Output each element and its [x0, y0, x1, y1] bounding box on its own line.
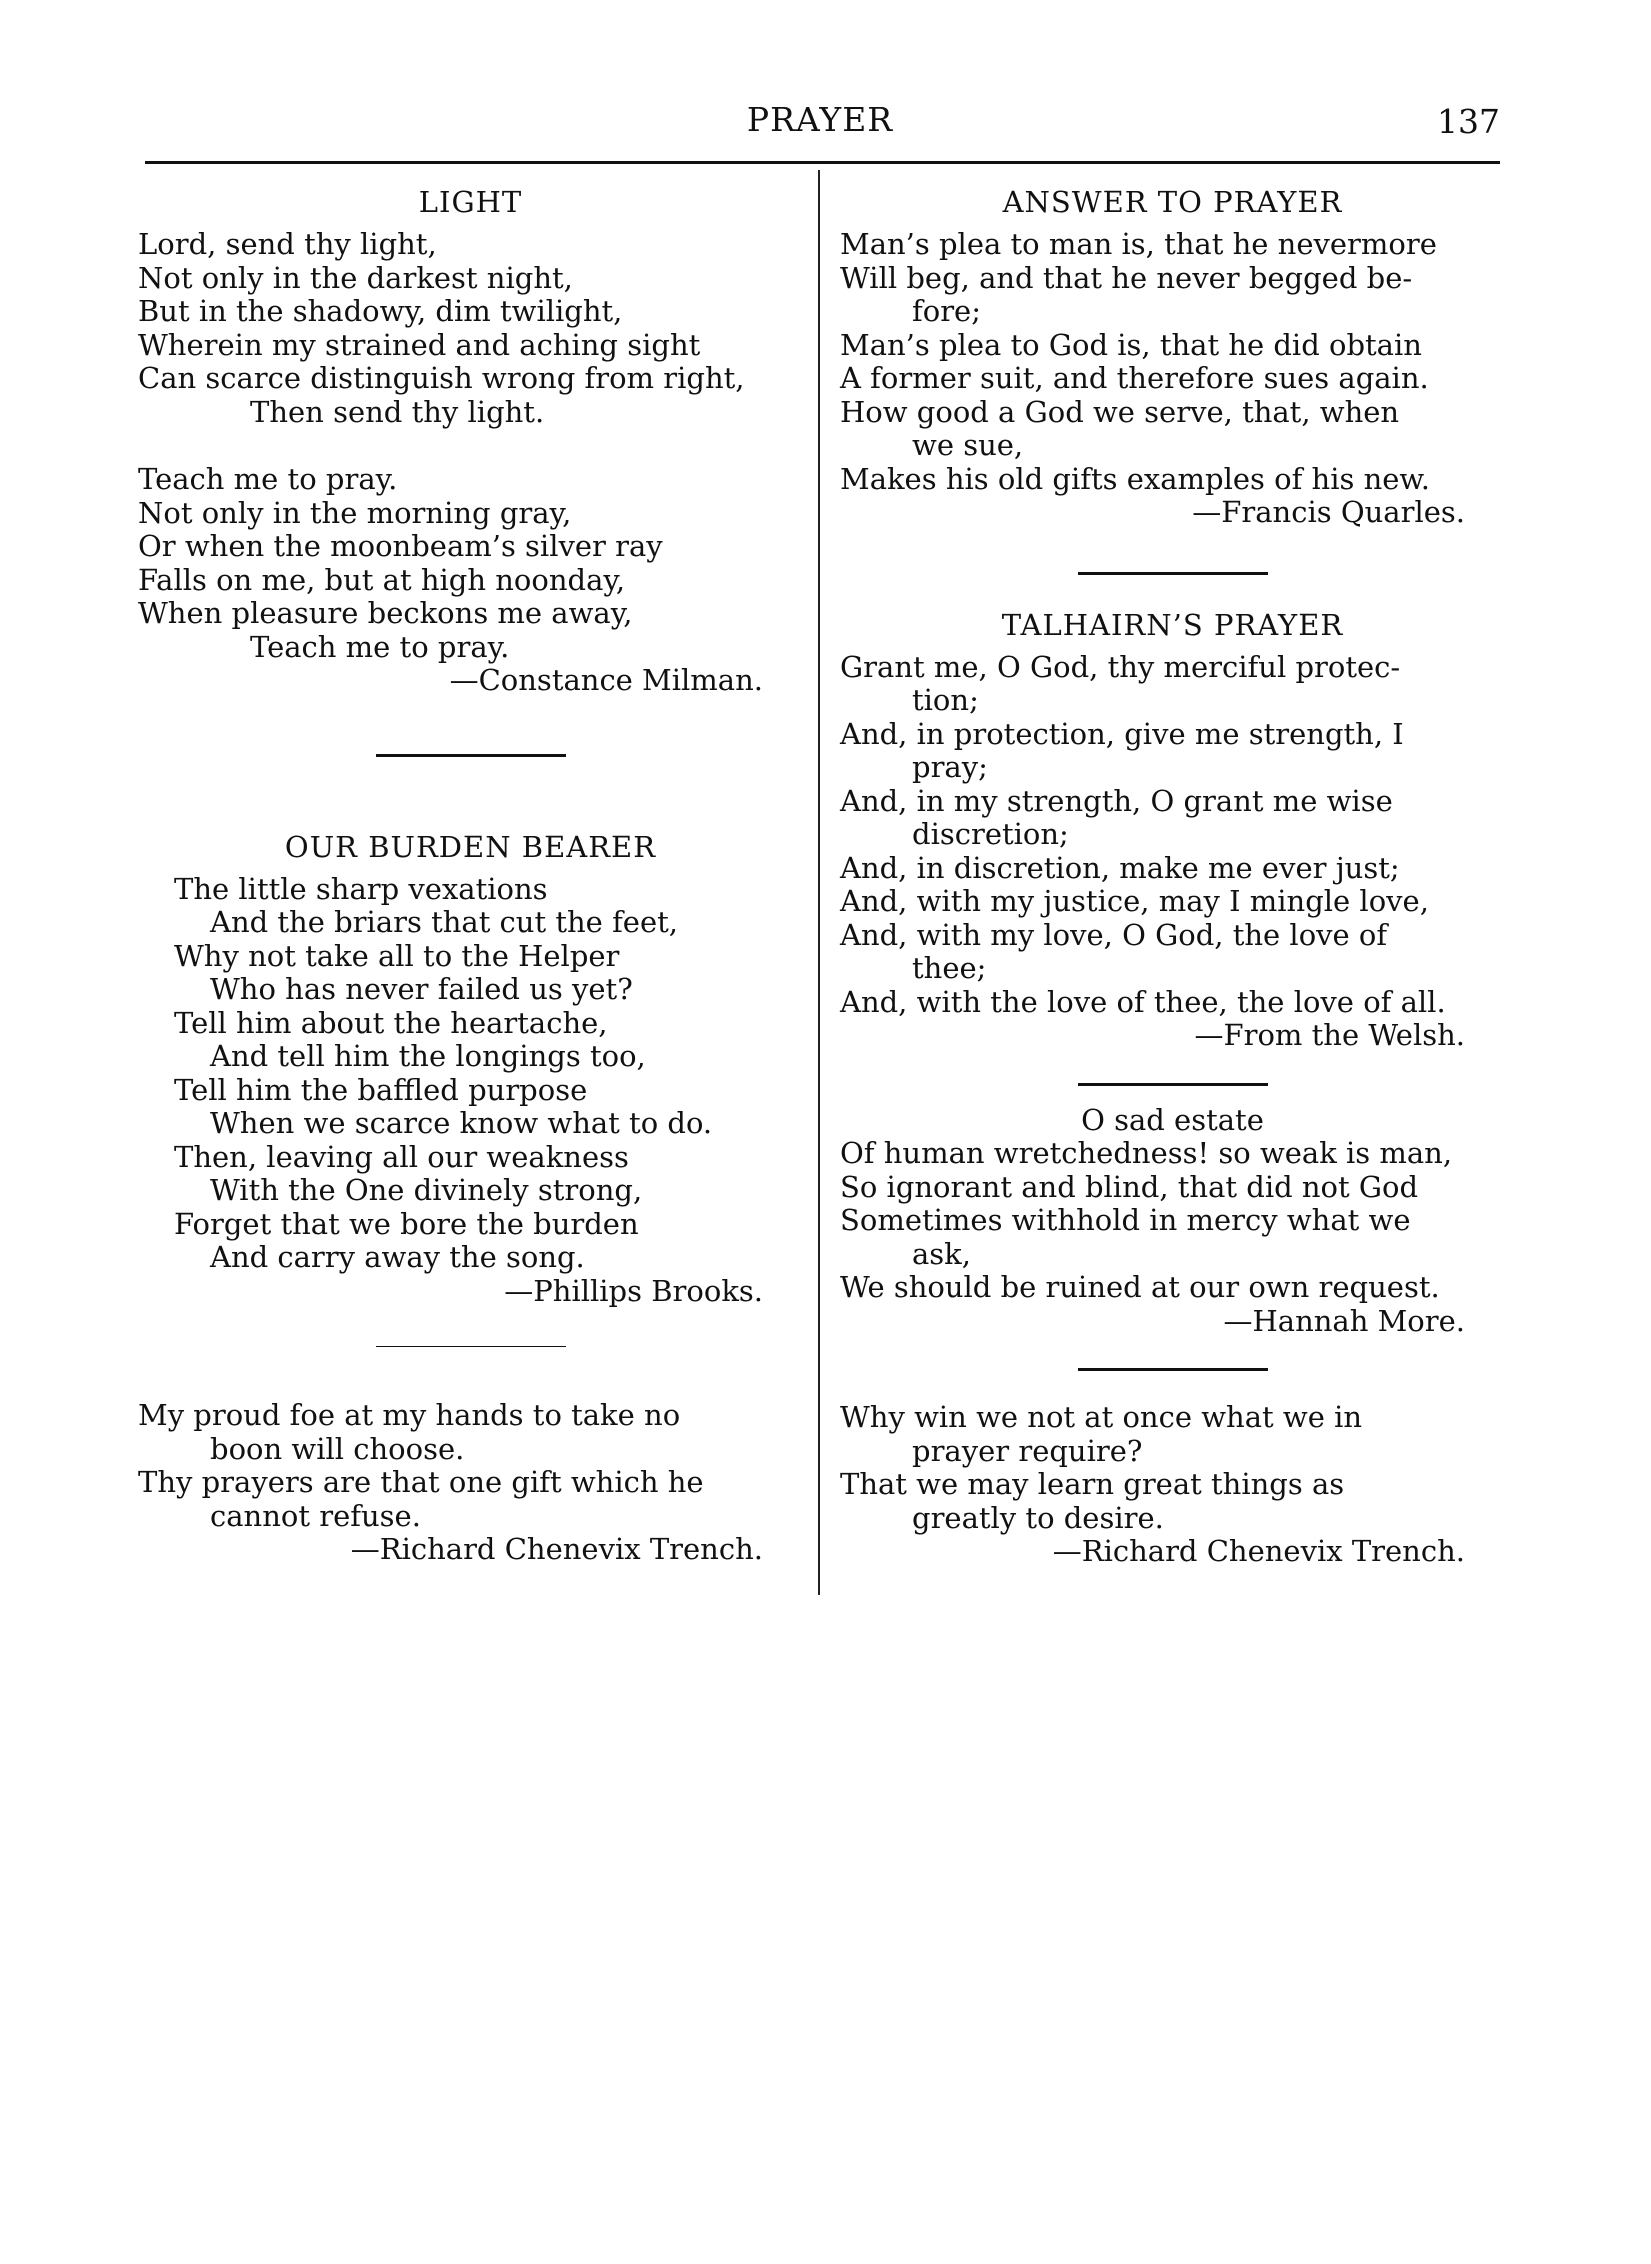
- poem-line: Why win we not at once what we in: [840, 1400, 1363, 1434]
- poem-attribution: —Richard Chenevix Trench.: [1052, 1534, 1465, 1568]
- poem-line: boon will choose.: [210, 1431, 465, 1466]
- poem-line: Why not take all to the Helper: [174, 938, 620, 973]
- poem-line: Wherein my strained and aching sight: [138, 327, 701, 362]
- poem-answer-to-prayer: [840, 182, 1505, 530]
- poem-line: Lord, send thy light,: [138, 227, 437, 261]
- poem-why-win: [840, 1401, 1505, 1569]
- poem-attribution: —Richard Chenevix Trench.: [350, 1532, 763, 1566]
- poem-line: thee;: [912, 951, 987, 985]
- poem-line: Forget that we bore the burden: [174, 1206, 639, 1241]
- poem-attribution: —Constance Milman.: [449, 663, 763, 697]
- poem-line: And, in my strength, O grant me wise: [840, 783, 1393, 818]
- poem-line: Or when the moonbeam’s silver ray: [138, 529, 663, 563]
- poem-line: And the briars that cut the feet,: [210, 905, 678, 939]
- poem-line: Not only in the morning gray,: [138, 495, 572, 530]
- column-divider-rule: [818, 170, 820, 1595]
- poem-line: Thy prayers are that one gift which he: [138, 1465, 704, 1499]
- poem-line: The little sharp vexations: [174, 871, 548, 906]
- poem-line: We should be ruined at our own request.: [840, 1270, 1440, 1304]
- poem-title: ANSWER TO PRAYER: [1002, 185, 1343, 219]
- poem-line: Can scarce distinguish wrong from right,: [138, 361, 745, 395]
- poem-line: Makes his old gifts examples of his new.: [840, 461, 1431, 496]
- poem-title: TALHAIRN’S PRAYER: [1001, 607, 1344, 642]
- poem-line: My proud foe at my hands to take no: [138, 1398, 681, 1432]
- header-rule: [145, 161, 1500, 164]
- poem-line: ask,: [912, 1236, 971, 1271]
- poem-line: Not only in the darkest night,: [138, 260, 573, 295]
- poem-attribution: —Phillips Brooks.: [504, 1273, 763, 1308]
- poem-line: tion;: [912, 683, 979, 717]
- stanza-gap: [138, 429, 803, 463]
- poem-line: When pleasure beckons me away,: [138, 596, 633, 630]
- poem-line: Man’s plea to man is, that he nevermore: [840, 227, 1437, 261]
- poem-line: Then, leaving all our weakness: [174, 1139, 629, 1174]
- poem-line: So ignorant and blind, that did not God: [840, 1169, 1419, 1204]
- poem-line: Tell him the baffled purpose: [174, 1072, 588, 1107]
- poem-line: When we scarce know what to do.: [210, 1106, 713, 1140]
- poem-line: And tell him the longings too,: [210, 1039, 646, 1073]
- poem-line: cannot refuse.: [210, 1498, 421, 1533]
- poem-line: discretion;: [912, 817, 1069, 851]
- poem-line: O sad estate: [1081, 1102, 1264, 1137]
- poem-proud-foe: [138, 1399, 803, 1567]
- poem-line: But in the shadowy, dim twilight,: [138, 294, 623, 328]
- poem-line: fore;: [912, 294, 981, 328]
- poem-line: And, in protection, give me strength, I: [840, 716, 1404, 751]
- running-title: PRAYER: [746, 100, 894, 139]
- poem-line: Sometimes withhold in mercy what we: [840, 1203, 1411, 1237]
- poem-light: [138, 182, 803, 698]
- poem-line: we sue,: [912, 428, 1024, 462]
- poem-line: And, in discretion, make me ever just;: [840, 850, 1400, 885]
- poem-line: That we may learn great things as: [840, 1467, 1345, 1501]
- poem-line: A former suit, and therefore sues again.: [840, 361, 1429, 395]
- right-column: [840, 182, 1505, 1569]
- poem-line: Teach me to pray.: [250, 629, 510, 664]
- left-column: [138, 182, 803, 1567]
- poem-line: Man’s plea to God is, that he did obtain: [840, 327, 1422, 362]
- page-number: 137: [1437, 102, 1500, 141]
- poem-title: OUR BURDEN BEARER: [284, 829, 657, 864]
- poem-our-burden-bearer: [138, 827, 803, 1309]
- poem-line: Tell him about the heartache,: [174, 1005, 608, 1040]
- poem-attribution: —Hannah More.: [1223, 1303, 1465, 1338]
- poem-line: Teach me to pray.: [138, 462, 398, 496]
- poem-line: prayer require?: [912, 1433, 1143, 1468]
- poem-line: Will beg, and that he never begged be-: [840, 260, 1413, 295]
- poem-line: pray;: [912, 750, 988, 784]
- poem-line: Grant me, O God, thy merciful protec-: [840, 649, 1401, 684]
- poem-line: And, with my justice, may I mingle love,: [840, 884, 1429, 918]
- poem-line: Falls on me, but at high noonday,: [138, 562, 626, 597]
- poem-line: greatly to desire.: [912, 1500, 1164, 1535]
- poem-line: And carry away the song.: [210, 1240, 585, 1274]
- poem-line: And, with the love of thee, the love of all.: [840, 984, 1446, 1019]
- poem-line: Of human wretchedness! so weak is man,: [840, 1136, 1453, 1170]
- poem-attribution: —Francis Quarles.: [1192, 495, 1465, 529]
- poem-line: With the One divinely strong,: [210, 1173, 643, 1207]
- poem-talhairns-prayer: [840, 605, 1505, 1053]
- running-head: [140, 100, 1500, 150]
- poem-sad-estate: [840, 1104, 1505, 1339]
- poem-title: LIGHT: [418, 185, 523, 219]
- poem-line: Then send thy light.: [250, 394, 545, 429]
- poem-line: And, with my love, O God, the love of: [840, 917, 1388, 952]
- poem-line: How good a God we serve, that, when: [840, 394, 1400, 429]
- poem-line: Who has never failed us yet?: [210, 972, 633, 1006]
- poem-attribution: —From the Welsh.: [1194, 1018, 1465, 1052]
